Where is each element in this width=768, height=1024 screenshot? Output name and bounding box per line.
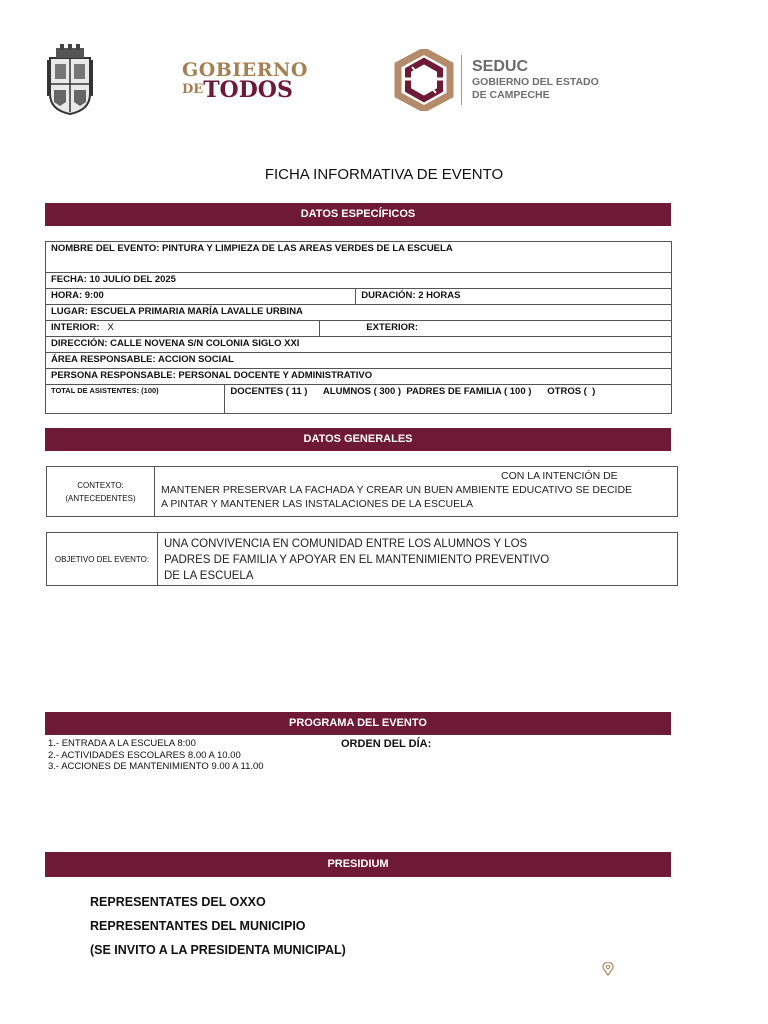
section-bar-especificos: DATOS ESPECÍFICOS	[45, 203, 671, 226]
context-box	[46, 466, 678, 517]
location-pin-icon	[602, 962, 614, 976]
seduc-logo-icon	[394, 49, 454, 111]
seduc-sub2: DE CAMPECHE	[472, 89, 550, 101]
objective-line-2: PADRES DE FAMILIA Y APOYAR EN EL MANTENIMIENTO PREVENTIVO	[164, 554, 550, 566]
gobierno-de-todos-logo	[182, 59, 308, 103]
objective-label: OBJETIVO DEL EVENTO:	[47, 533, 158, 585]
presidium-item: REPRESENTANTES DEL MUNICIPIO	[90, 919, 306, 933]
responsible-cell: PERSONA RESPONSABLE: PERSONAL DOCENTE Y ADMINISTRATIVO	[46, 369, 672, 385]
place-cell: LUGAR: ESCUELA PRIMARIA MARÍA LAVALLE URBINA	[46, 305, 672, 321]
gobierno-text: GOBIERNO	[182, 59, 308, 81]
context-line-3: A PINTAR Y MANTENER LAS INSTALACIONES DE LA ESCUELA	[161, 498, 473, 510]
section-bar-generales: DATOS GENERALES	[45, 428, 671, 451]
date-cell: FECHA: 10 JULIO DEL 2025	[46, 273, 672, 289]
objective-line-3: DE LA ESCUELA	[164, 570, 254, 582]
section-bar-programa: PROGRAMA DEL EVENTO	[45, 712, 671, 735]
presidium-item: (SE INVITO A LA PRESIDENTA MUNICIPAL)	[90, 943, 346, 957]
de-todos-text	[182, 77, 308, 103]
agenda-label: ORDEN DEL DÍA:	[341, 738, 432, 750]
presidium-item: REPRESENTATES DEL OXXO	[90, 895, 266, 909]
interior-value: X	[107, 322, 114, 333]
context-line-2: MANTENER PRESERVAR LA FACHADA Y CREAR UN BUEN AMBIENTE EDUCATIVO SE DECIDE	[161, 484, 633, 496]
seduc-title: SEDUC	[472, 58, 529, 75]
seduc-logo-text	[472, 58, 599, 102]
program-item: 3.- ACCIONES DE MANTENIMIENTO 9.00 A 11.00	[48, 761, 264, 772]
logo-divider	[461, 55, 462, 105]
program-item: 2.- ACTIVIDADES ESCOLARES 8.00 A 10.00	[48, 749, 241, 761]
event-name-cell: NOMBRE DEL EVENTO: PINTURA Y LIMPIEZA DE LAS AREAS VERDES DE LA ESCUELA	[46, 242, 672, 273]
presidium-list	[90, 890, 346, 962]
address-cell: DIRECCIÓN: CALLE NOVENA S/N COLONIA SIGLO XXI	[46, 337, 672, 353]
especificos-table	[45, 241, 672, 414]
objective-box	[46, 532, 678, 586]
total-attendees-cell: TOTAL DE ASISTENTES: (100)	[46, 385, 225, 414]
todos-text: TODOS	[203, 77, 293, 103]
attendees-breakdown-cell: DOCENTES ( 11 ) ALUMNOS ( 300 ) PADRES DE FAMILIA ( 100 ) OTROS ( )	[225, 385, 672, 414]
context-label: CONTEXTO: (ANTECEDENTES)	[47, 467, 155, 516]
document-title: FICHA INFORMATIVA DE EVENTO	[264, 166, 504, 183]
de-text: DE	[182, 82, 204, 97]
objective-line-1: UNA CONVIVENCIA EN COMUNIDAD ENTRE LOS ALUMNOS Y LOS	[164, 538, 528, 550]
context-value	[155, 467, 638, 516]
interior-cell	[46, 321, 320, 337]
program-item: 1.- ENTRADA A LA ESCUELA 8:00	[48, 738, 196, 749]
area-cell: ÁREA RESPONSABLE: ACCION SOCIAL	[46, 353, 672, 369]
context-line-1: CON LA INTENCIÓN DE	[501, 470, 618, 482]
time-cell: HORA: 9:00	[46, 289, 356, 305]
campeche-crest-icon	[46, 44, 94, 116]
exterior-cell: EXTERIOR:	[320, 321, 672, 337]
seduc-sub1: GOBIERNO DEL ESTADO	[472, 76, 599, 88]
interior-label: INTERIOR:	[51, 322, 100, 333]
objective-value	[158, 533, 555, 585]
duration-cell: DURACIÓN: 2 HORAS	[356, 289, 672, 305]
section-bar-presidium: PRESIDIUM	[45, 852, 671, 877]
program-list	[48, 738, 264, 773]
